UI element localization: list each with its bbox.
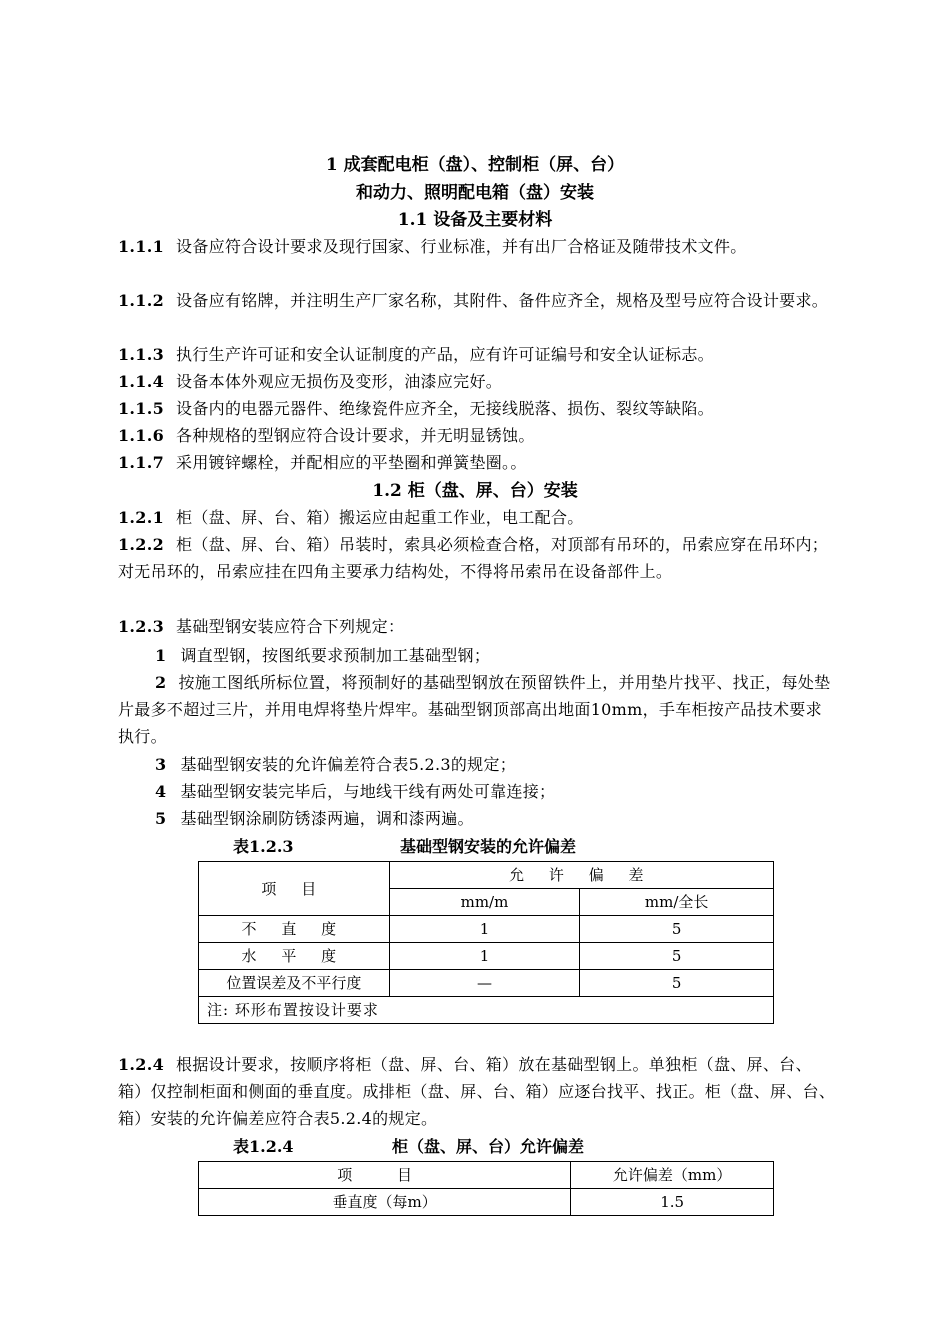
table1-caption-title: 基础型钢安装的允许偏差 [400, 837, 577, 856]
clause-1-1-6 [118, 422, 836, 449]
table-cell: 5 [580, 970, 774, 997]
table-cell: — [389, 970, 580, 997]
clause-number: 1.2.2 [118, 535, 165, 554]
clause-text: 设备应有铭牌，并注明生产厂家名称，其附件、备件应齐全，规格及型号应符合设计要求。 [176, 291, 829, 310]
tolerance-table-2 [198, 1161, 774, 1216]
table-cell: 位置误差及不平行度 [199, 970, 390, 997]
subitem-number: 2 [155, 673, 167, 692]
table-row [199, 916, 774, 943]
clause-number: 1.2.3 [118, 617, 165, 636]
subitem-text: 基础型钢涂刷防锈漆两遍，调和漆两遍。 [180, 809, 474, 828]
subitem-text: 按施工图纸所标位置，将预制好的基础型钢放在预留铁件上，并用垫片找平、找正，每处垫片最多不超过三片，并用电焊将垫片焊牢。基础型钢顶部高出地面10mm，手车柜按产品技术要求执行。 [118, 673, 831, 746]
table-cell: 不 直 度 [199, 916, 390, 943]
table-row [199, 1189, 774, 1216]
table-row [199, 943, 774, 970]
table2-caption-number: 表1.2.4 [233, 1137, 294, 1156]
clause-text: 各种规格的型钢应符合设计要求，并无明显锈蚀。 [176, 426, 535, 445]
table-row [199, 970, 774, 997]
subitem-text: 基础型钢安装完毕后，与地线干线有两处可靠连接； [180, 782, 556, 801]
clause-number: 1.1.3 [118, 345, 165, 364]
table-cell: 5 [580, 943, 774, 970]
subitem-number: 3 [155, 755, 167, 774]
clause-text: 采用镀锌螺栓，并配相应的平垫圈和弹簧垫圈。。 [176, 453, 527, 472]
clause-text: 基础型钢安装应符合下列规定： [176, 617, 405, 636]
table2-caption-title: 柜（盘、屏、台）允许偏差 [392, 1137, 585, 1156]
table-cell: 1 [389, 943, 580, 970]
clause-number: 1.2.4 [118, 1055, 165, 1074]
subitem-text: 调直型钢，按图纸要求预制加工基础型钢； [180, 646, 491, 665]
clause-1-2-4 [118, 1051, 836, 1132]
tolerance-table-1 [198, 861, 774, 1024]
table-cell: 1 [389, 916, 580, 943]
subitem-3 [155, 751, 835, 778]
clause-text: 执行生产许可证和安全认证制度的产品，应有许可证编号和安全认证标志。 [176, 345, 714, 364]
subitem-number: 1 [155, 646, 167, 665]
clause-1-1-3 [118, 341, 836, 368]
table1-header-mm-per-m: mm/m [389, 889, 580, 916]
clause-number: 1.1.5 [118, 399, 165, 418]
table1-caption-number: 表1.2.3 [233, 837, 294, 856]
subitem-1 [155, 642, 835, 669]
table1-header-item: 项 目 [199, 862, 390, 916]
clause-text: 设备应符合设计要求及现行国家、行业标准，并有出厂合格证及随带技术文件。 [176, 237, 747, 256]
clause-text: 柜（盘、屏、台、箱）吊装时，索具必须检查合格，对顶部有吊环的，吊索应穿在吊环内；对无吊环的，吊索应挂在四角主要承力结构处，不得将吊索吊在设备部件上。 [118, 535, 829, 581]
table-cell: 垂直度（每m） [199, 1189, 571, 1216]
subitem-2 [118, 669, 836, 750]
table1-note: 注: 环形布置按设计要求 [199, 997, 774, 1024]
clause-1-1-5 [118, 395, 836, 422]
table-cell: 5 [580, 916, 774, 943]
clause-1-1-7 [118, 449, 836, 476]
section-1-2-heading: 1.2 柜（盘、屏、台）安装 [372, 481, 578, 501]
clause-number: 1.1.2 [118, 291, 165, 310]
subitem-number: 4 [155, 782, 167, 801]
table-cell: 1.5 [571, 1189, 774, 1216]
clause-1-1-2 [118, 287, 836, 314]
clause-1-2-2 [118, 531, 836, 585]
clause-number: 1.1.7 [118, 453, 165, 472]
clause-1-1-4 [118, 368, 836, 395]
table1-header-allowance: 允 许 偏 差 [389, 862, 773, 889]
clause-text: 根据设计要求，按顺序将柜（盘、屏、台、箱）放在基础型钢上。单独柜（盘、屏、台、箱）仅控制柜面和侧面的垂直度。成排柜（盘、屏、台、箱）应逐台找平、找正。柜（盘、屏、台、箱）安装的允许偏差应符合表5.2.4的规定。 [118, 1055, 836, 1128]
subitem-5 [155, 805, 835, 832]
doc-title-line1: 1 成套配电柜（盘）、控制柜（屏、台） [325, 155, 625, 175]
section-1-1-heading: 1.1 设备及主要材料 [397, 210, 553, 230]
clause-number: 1.2.1 [118, 508, 165, 527]
clause-text: 设备内的电器元器件、绝缘瓷件应齐全，无接线脱落、损伤、裂纹等缺陷。 [176, 399, 714, 418]
table1-header-mm-full: mm/全长 [580, 889, 774, 916]
table2-header-allowance: 允许偏差（mm） [571, 1162, 774, 1189]
clause-number: 1.1.6 [118, 426, 165, 445]
table-cell: 水 平 度 [199, 943, 390, 970]
subitem-4 [155, 778, 835, 805]
subitem-text: 基础型钢安装的允许偏差符合表5.2.3的规定； [180, 755, 517, 774]
clause-number: 1.1.1 [118, 237, 165, 256]
clause-number: 1.1.4 [118, 372, 165, 391]
doc-title-line2: 和动力、照明配电箱（盘）安装 [356, 183, 594, 203]
table2-header-item: 项 目 [199, 1162, 571, 1189]
subitem-number: 5 [155, 809, 167, 828]
clause-1-2-3 [118, 613, 836, 640]
clause-text: 设备本体外观应无损伤及变形，油漆应完好。 [176, 372, 503, 391]
clause-1-1-1 [118, 233, 836, 260]
clause-1-2-1 [118, 504, 836, 531]
clause-text: 柜（盘、屏、台、箱）搬运应由起重工作业，电工配合。 [176, 508, 584, 527]
